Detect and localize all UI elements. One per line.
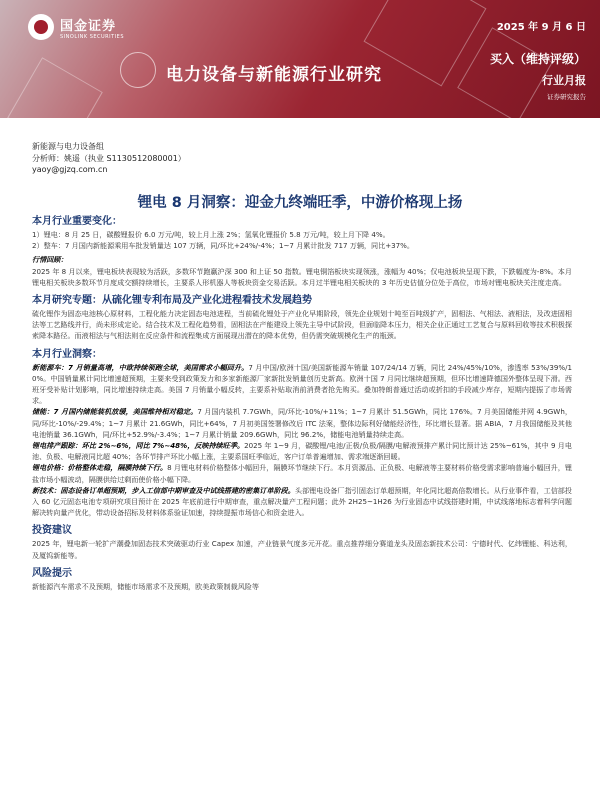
paragraph-text: 头部锂电设备厂指引固态订单超预期，年化同比超高倍数增长。从行业事件看，工信部投入 60 亿元固态电池专项研究项目预计在 2025 年底前进行中期审查，重点解决量产工程问题；此外 2H25~1H26 为行业固态中试线搭建时期，中试线落地标志着科学问题解决转向量产优化，带动设备招标及材料体系验证加速，持续提振市场信心和资金进入。 [32, 485, 573, 518]
report-subtype: 证券研究报告 [547, 93, 586, 101]
paragraph-lead: 锂电价格：价格整体走稳，隔膜持续下行。 [32, 463, 168, 473]
industry-title: 电力设备与新能源行业研究 [166, 65, 382, 85]
decor-hexagon [7, 57, 103, 118]
header-banner [0, 0, 600, 118]
paragraph [32, 308, 572, 342]
paragraph-text: 新能源汽车需求不及预期，储能市场需求不及预期，欧美政策制裁风险等 [32, 581, 259, 591]
logo-cn: 国金证券 [60, 18, 117, 34]
rating-badge: 买入（维持评级） [489, 52, 586, 66]
paragraph-lead: 新技术：固态设备订单超预期，步入工信部中期审查及中试线搭建的密集订单阶段。 [32, 485, 295, 495]
paragraph-lead: 行情回顾： [32, 255, 68, 265]
report-date: 2025 年 9 月 6 日 [496, 22, 586, 33]
paragraph [32, 462, 572, 484]
paragraph-lead: 储能：7 月国内储能装机放缓，美国维持相对稳定。 [32, 407, 198, 417]
paragraph-lead: 新能源车：7 月销量高增，中欧持续领跑全球，美国需求小幅回升。 [32, 362, 249, 372]
company-logo [28, 14, 124, 40]
paragraph-text: 2025 年 1~9 月，碳酸锂/电池/正极/负极/隔膜/电解液预排产累计同比预计达 25%~61%，其中 9 月电池、负极、电解液同比超 40%；各环节排产环比小幅上涨，主要系国旺季临近，客户订单普遍增加、需求端逐渐回暖。 [32, 441, 572, 462]
section-gap [32, 342, 572, 345]
section-heading: 本月行业洞察： [32, 348, 102, 360]
report-body [32, 212, 572, 595]
report-headline: 锂电 8 月洞察：迎金九终端旺季，中游价格现上扬 [137, 195, 463, 211]
analyst-email: yaoy@gjzq.com.cn [32, 165, 108, 174]
paragraph-text: 硫化锂作为固态电池核心原材料，工程化能力决定固态电池进程，当前硫化锂处于产业化早期阶段，领先企业规划十吨至百吨级扩产，固相法、气相法、液相法，及改进固相法等工艺路线并行，尚未形成定论。结合技术及工程化趋势看，固相法在产能建设上领先主导中试阶段，但面临降本压力，相关企业正通过工艺复合与原料回收等技术积极探索降本路径。而液相法与气相法则在反应条件和流程集成方面展现出潜在的降本优势，但仍需突破规模化生产的瓶颈。 [32, 309, 572, 341]
paragraph-text: 2025 年 8 月以来，锂电板块表现较为活跃，多数环节跑赢沪深 300 和上证 50 指数。锂电铜箔板块实现领涨，涨幅为 40%；仅电池板块呈现下跌，下跌幅度为-8%。本月锂电相关板块多数环节月度成交额持续增长，主要系人形机器人等板块资金交易活跃。本月过半锂电相关板块的 3 年历史估值分位处于高位，市场对锂电板块关注度走高。 [32, 266, 572, 287]
paragraph [32, 406, 572, 440]
section-heading: 本月行业重要变化： [32, 216, 122, 227]
paragraph [32, 440, 572, 462]
section-heading: 投资建议 [32, 525, 72, 537]
analyst-name: 分析师：姚遥（执业 S1130512080001） [32, 153, 186, 163]
paragraph-text: 2025 年，锂电新一轮扩产潮叠加固态技术突破驱动行业 Capex 加速，产业链景气度多元开花。重点推荐细分赛道龙头及固态新技术公司：宁德时代、亿纬锂能、科达利，及厦钨新能等。 [32, 539, 572, 560]
section-gap [32, 288, 572, 291]
section-heading: 本月研究专题：从硫化锂专利布局及产业化进程看技术发展趋势 [32, 295, 312, 307]
paragraph [32, 266, 572, 288]
decor-circle [120, 52, 156, 88]
section-heading: 风险提示 [32, 567, 72, 579]
paragraph [32, 538, 572, 560]
paragraph-text: 8 月锂电材料价格整体小幅回升，隔膜环节继续下行。本月资源品、正负极、电解液等主要材料价格受需求影响普遍小幅回升，锂盐市场小幅波动，隔膜供给过剩而使价格小幅下降。 [32, 463, 573, 484]
paragraph [32, 485, 572, 519]
paragraph-text: 7 月中国/欧洲十国/美国新能源车销量 107/24/14 万辆，同比 24%/45%/10%，渗透率 53%/39%/10%。中国销量累计同比增速超预期，主要来受到政策发力和多家新能源厂家新批发销量创历史新高。欧洲十国 7 月同比继续超预期，但环比增速降德国外整体呈现下滑。西班牙受补贴计划影响，同比增速持续走高。美国 7 月销量小幅反转，主要系补贴取消前消费者抢先购买。叠加特朗普通过活动或折扣的手段减少库存，短期内提振了市场需求。 [32, 362, 572, 406]
paragraph [32, 362, 572, 407]
logo-mark-icon [28, 14, 54, 40]
logo-en: SINOLINK SECURITIES [60, 33, 124, 40]
report-type: 行业月报 [542, 74, 586, 87]
paragraph [32, 581, 572, 592]
analyst-info [32, 141, 186, 176]
paragraph-text: 2）整车：7 月国内新能源乘用车批发销量达 107 万辆，同/环比+24%/-4%；1~7 月累计批发 717 万辆，同比+37%。 [32, 241, 414, 251]
section-gap [32, 518, 572, 521]
paragraph [32, 229, 572, 240]
section-gap [32, 592, 572, 595]
paragraph-text: 1）锂电：8 月 25 日，碳酸锂报价 6.0 万元/吨，较上月上涨 2%；氢氧化锂报价 5.8 万元/吨，较上月下降 4%。 [32, 230, 390, 239]
analyst-group: 新能源与电力设备组 [32, 142, 104, 151]
section-gap [32, 561, 572, 564]
paragraph-lead: 锂电排产跟踪：环比 2%~6%，同比 7%~48%，反映持续旺季。 [32, 441, 245, 451]
paragraph [32, 240, 572, 251]
paragraph-text: 7 月国内装机 7.7GWh，同/环比-10%/+11%；1~7 月累计 51.5GWh，同比 176%。7 月美国储能并网 4.9GWh，同/环比-10%/-29.4%；1~7 月累计 21.6GWh，同比+64%，7 月初美国签署修改后 ITC 法案，整体边际利好储能经济性，环比增长显著。据 ABIA，7 月我国储能及其他电池销量 36.1GWh，同/环比+52.9%/-3.4%；1~7 月累计销量 209.6GWh，同比 96.2%，储能电池销量持续走高。 [32, 407, 572, 439]
paragraph [32, 254, 572, 265]
decor-hexagon [457, 27, 553, 118]
